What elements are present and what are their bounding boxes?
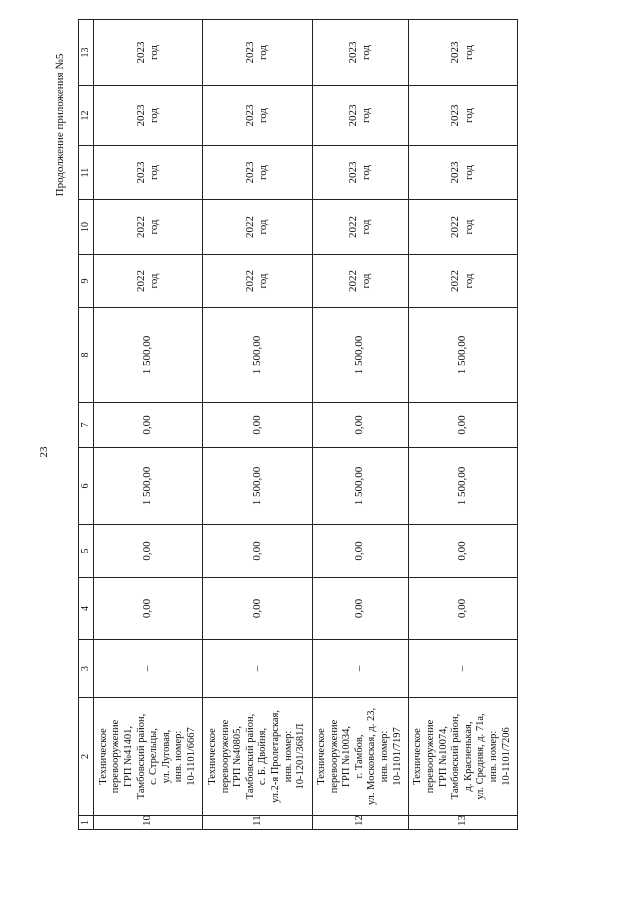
- col8-cell: 1 500,00: [203, 308, 312, 403]
- col10-cell-line: год: [360, 219, 373, 235]
- col3-cell: –: [408, 640, 517, 698]
- col13-cell-line: год: [360, 44, 373, 61]
- col5-cell: 0,00: [94, 525, 203, 578]
- description-cell-line: д. Красненькая,: [462, 721, 474, 792]
- col12-cell-line: год: [360, 107, 373, 124]
- header-cell: 13: [79, 20, 94, 86]
- description-cell-line: инв. номер:: [173, 730, 185, 783]
- description-cell-line: с. Стрельцы,: [148, 728, 160, 785]
- col9-cell-line: год: [360, 273, 373, 289]
- col10-cell-line: 2022: [346, 216, 359, 238]
- description-cell: [312, 698, 408, 816]
- col6-cell: 1 500,00: [203, 448, 312, 525]
- description-cell-line: инв. номер:: [282, 730, 294, 783]
- col13-cell: [94, 20, 203, 86]
- col12-cell: [408, 86, 517, 146]
- col4-cell: 0,00: [94, 578, 203, 640]
- description-cell-line: ГРП №41401,: [122, 726, 134, 788]
- col13-cell-line: год: [148, 44, 161, 61]
- row-number-cell: 13: [408, 816, 517, 830]
- col8-cell: 1 500,00: [408, 308, 517, 403]
- description-cell-line: Техническое: [207, 728, 218, 785]
- col3-cell: –: [94, 640, 203, 698]
- description-cell-line: Техническое: [97, 728, 109, 785]
- col11-cell: [94, 146, 203, 200]
- description-cell-line: ГРП №40805,: [232, 726, 244, 788]
- description-cell-line: г. Тамбов,: [353, 734, 365, 779]
- description-cell-line: Техническое: [316, 728, 328, 785]
- col10-cell-line: 2022: [449, 216, 462, 238]
- col9-cell: [408, 255, 517, 308]
- description-cell-line: 10-1101/6667: [185, 727, 197, 786]
- description-cell-line: ул.2-я Пролетарская,: [269, 709, 281, 804]
- header-cell: 7: [79, 403, 94, 448]
- col12-cell-line: год: [462, 107, 475, 124]
- description-cell: [94, 698, 203, 816]
- table-row: [203, 20, 312, 830]
- col13-cell-line: 2023: [243, 41, 256, 64]
- col11-cell-line: год: [148, 164, 161, 181]
- description-cell-line: ГРП №10034,: [341, 726, 353, 788]
- appendix-caption: Продолжение приложения №5: [54, 53, 66, 197]
- col11-cell-line: 2023: [243, 161, 256, 184]
- col9-cell: [312, 255, 408, 308]
- col9-cell: [94, 255, 203, 308]
- description-cell-line: перевооружение: [425, 719, 437, 794]
- col10-cell-line: год: [148, 219, 161, 235]
- header-cell: 12: [79, 86, 94, 146]
- row-number-cell: 12: [312, 816, 408, 830]
- description-cell-line: ул. Луговая,: [160, 729, 172, 784]
- header-cell: 10: [79, 200, 94, 255]
- col13-cell-line: год: [257, 44, 270, 61]
- col5-cell: 0,00: [203, 525, 312, 578]
- header-cell: 8: [79, 308, 94, 403]
- col8-cell: 1 500,00: [94, 308, 203, 403]
- description-cell-line: Тамбовский район,: [244, 713, 256, 800]
- table-container: [78, 41, 518, 830]
- description-cell-line: ул. Московская, д. 23,: [366, 707, 378, 806]
- header-cell: 11: [79, 146, 94, 200]
- header-cell: 5: [79, 525, 94, 578]
- col12-cell: [94, 86, 203, 146]
- col11-cell-line: год: [462, 164, 475, 181]
- col10-cell: [94, 200, 203, 255]
- col4-cell: 0,00: [203, 578, 312, 640]
- col3-cell: –: [203, 640, 312, 698]
- col12-cell: [203, 86, 312, 146]
- col9-cell-line: 2022: [346, 270, 359, 292]
- col11-cell: [408, 146, 517, 200]
- col7-cell: 0,00: [94, 403, 203, 448]
- col13-cell-line: 2023: [346, 41, 359, 64]
- col12-cell: [312, 86, 408, 146]
- description-cell-line: инв. номер:: [488, 730, 500, 783]
- col13-cell-line: 2023: [134, 41, 147, 64]
- col5-cell: 0,00: [312, 525, 408, 578]
- description-cell-line: 10-1101/7197: [391, 727, 403, 786]
- col11-cell-line: 2023: [449, 161, 462, 184]
- description-cell-line: Тамбовский район,: [450, 713, 462, 800]
- header-cell: 3: [79, 640, 94, 698]
- description-cell-line: Техническое: [412, 728, 424, 785]
- header-cell: 6: [79, 448, 94, 525]
- col10-cell: [408, 200, 517, 255]
- col7-cell: 0,00: [408, 403, 517, 448]
- description-cell-line: 10-1101/7206: [500, 727, 512, 786]
- header-cell: 4: [79, 578, 94, 640]
- header-cell: 1: [79, 816, 94, 830]
- col8-cell: 1 500,00: [312, 308, 408, 403]
- description-cell: [203, 698, 312, 816]
- description-cell-line: Тамбовский район,: [135, 713, 147, 800]
- col11-cell-line: 2023: [134, 161, 147, 184]
- col13-cell: [408, 20, 517, 86]
- col10-cell-line: 2022: [243, 216, 256, 238]
- col4-cell: 0,00: [312, 578, 408, 640]
- col9-cell-line: 2022: [243, 270, 256, 292]
- page-number: 23: [38, 446, 50, 458]
- row-number-cell: 10: [94, 816, 203, 830]
- description-cell-line: ГРП №10074,: [437, 726, 449, 788]
- col10-cell: [312, 200, 408, 255]
- col7-cell: 0,00: [312, 403, 408, 448]
- col9-cell-line: год: [462, 273, 475, 289]
- col6-cell: 1 500,00: [94, 448, 203, 525]
- col10-cell-line: год: [257, 219, 270, 235]
- col9-cell-line: год: [257, 273, 270, 289]
- col9-cell-line: 2022: [449, 270, 462, 292]
- col12-cell-line: 2023: [346, 104, 359, 127]
- col13-cell-line: 2023: [449, 41, 462, 64]
- col3-cell: –: [312, 640, 408, 698]
- col7-cell: 0,00: [203, 403, 312, 448]
- col11-cell-line: 2023: [346, 161, 359, 184]
- header-row: [79, 20, 94, 830]
- col12-cell-line: 2023: [449, 104, 462, 127]
- data-table: [78, 19, 518, 830]
- col4-cell: 0,00: [408, 578, 517, 640]
- table-row: [312, 20, 408, 830]
- description-cell-line: 10-1201/3681Л: [295, 723, 307, 790]
- description-cell-line: перевооружение: [219, 719, 231, 794]
- col6-cell: 1 500,00: [408, 448, 517, 525]
- row-number-cell: 11: [203, 816, 312, 830]
- description-cell-line: перевооружение: [328, 719, 340, 794]
- col12-cell-line: 2023: [243, 104, 256, 127]
- description-cell-line: ул. Средняя, д. 71а,: [475, 713, 487, 800]
- col6-cell: 1 500,00: [312, 448, 408, 525]
- col11-cell: [203, 146, 312, 200]
- description-cell: [408, 698, 517, 816]
- col11-cell-line: год: [360, 164, 373, 181]
- header-cell: 2: [79, 698, 94, 816]
- col11-cell: [312, 146, 408, 200]
- col10-cell-line: 2022: [134, 216, 147, 238]
- col9-cell: [203, 255, 312, 308]
- col11-cell-line: год: [257, 164, 270, 181]
- col12-cell-line: год: [257, 107, 270, 124]
- col13-cell: [312, 20, 408, 86]
- col12-cell-line: 2023: [134, 104, 147, 127]
- col10-cell-line: год: [462, 219, 475, 235]
- table-row: [94, 20, 203, 830]
- description-cell-line: с. Б. Двойня,: [257, 727, 269, 786]
- header-cell: 9: [79, 255, 94, 308]
- description-cell-line: инв. номер:: [379, 730, 390, 783]
- col12-cell-line: год: [148, 107, 161, 124]
- col9-cell-line: год: [148, 273, 161, 289]
- col13-cell-line: год: [462, 44, 475, 61]
- col9-cell-line: 2022: [134, 270, 147, 292]
- col13-cell: [203, 20, 312, 86]
- col10-cell: [203, 200, 312, 255]
- description-cell-line: перевооружение: [110, 719, 122, 794]
- table-row: [408, 20, 517, 830]
- col5-cell: 0,00: [408, 525, 517, 578]
